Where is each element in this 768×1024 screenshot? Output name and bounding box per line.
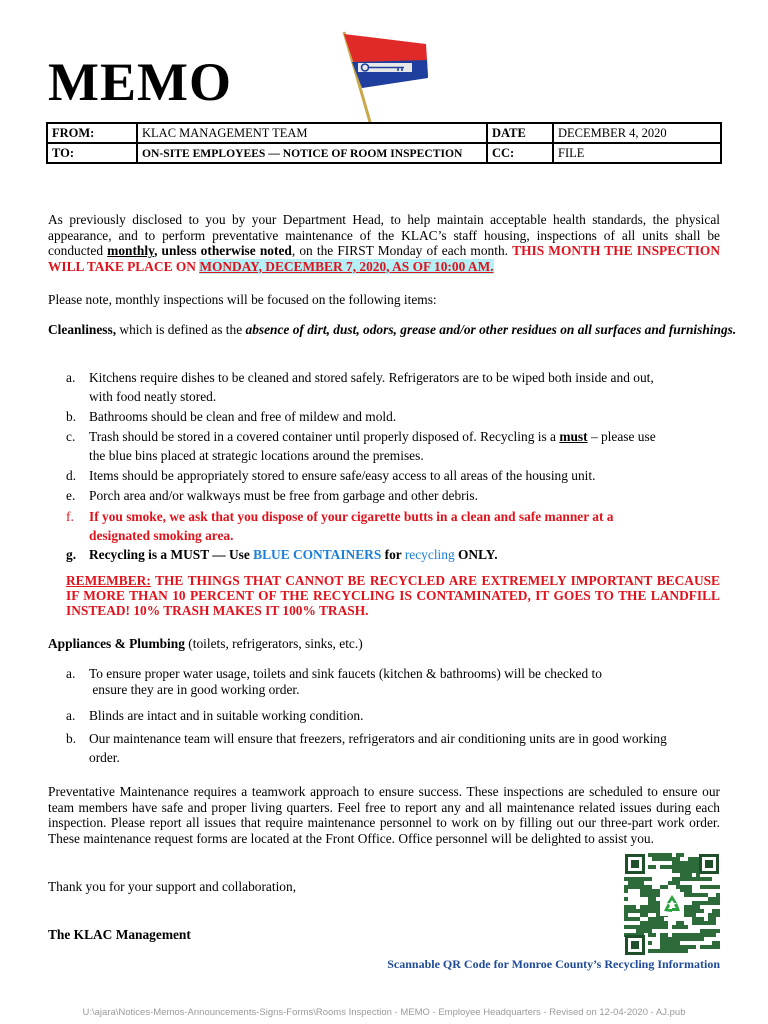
list-marker: b. [66, 731, 77, 746]
list-marker: a. [66, 666, 76, 681]
appliances-label: Appliances & Plumbing [48, 636, 185, 651]
thanks-line: Thank you for your support and collaboration, [48, 879, 297, 894]
list-text: Blinds are intact and in suitable working condition. [89, 708, 364, 723]
list-marker: d. [66, 468, 77, 483]
list-marker: c. [66, 429, 76, 444]
list-marker: f. [66, 509, 74, 524]
list-text: Trash should be stored in a covered container until properly disposed of. Recycling is a must – please use the blue bins placed at strategic locations around the premises. [89, 429, 656, 463]
intro-unless: , unless otherwise noted [154, 243, 292, 258]
date-value: DECEMBER 4, 2020 [553, 123, 721, 143]
list-text: Kitchens require dishes to be cleaned and stored safely. Refrigerators are to be wiped both inside and out, with food neatly stored. [89, 370, 654, 404]
intro-monthly: monthly [107, 243, 155, 258]
memo-title: MEMO [48, 52, 232, 112]
from-value: KLAC MANAGEMENT TEAM [137, 123, 487, 143]
appliances-text: (toilets, refrigerators, sinks, etc.) [184, 636, 363, 651]
list-marker: g. [66, 547, 77, 562]
from-label: FROM: [47, 123, 137, 143]
list-marker: e. [66, 488, 76, 503]
list-text: To ensure proper water usage, toilets and sink faucets (kitchen & bathrooms) will be checked to ensure they are in good working order. [89, 666, 602, 697]
intro-text-1: As previously disclosed to you by your Department Head, to help maintain acceptable health standards, the physical appearance, and to perform preventative maintenance of the KLAC’s staff housing, inspections of all units shall be conducted [48, 212, 720, 258]
list-marker: a. [66, 370, 76, 385]
remember-label: REMEMBER: [66, 573, 151, 588]
closing-paragraph: Preventative Maintenance requires a teamwork approach to ensure success. These inspections are scheduled to ensure our team members have safe and proper living quarters. Feel free to report any and all maintenance related issues during each inspection. Please report all issues that require maintenance personnel to work on by filling out our three-part work order. These maintenance request forms are located at the Front Office. Office personnel will be delighted to assist you. [48, 784, 720, 846]
memo-header-table [46, 122, 722, 164]
flag-icon [338, 26, 434, 126]
list-text: Items should be appropriately stored to ensure safe/easy access to all areas of the housing unit. [89, 468, 596, 483]
remember-text: THE THINGS THAT CANNOT BE RECYCLED ARE EXTREMELY IMPORTANT BECAUSE IF MORE THAN 10 PERCENT OF THE RECYCLING IS CONTAMINATED, IT GOES TO THE LANDFILL INSTEAD! 10% TRASH MAKES IT 100% TRASH. [66, 573, 720, 618]
to-value: ON-SITE EMPLOYEES — NOTICE OF ROOM INSPECTION [137, 143, 487, 163]
cc-label: CC: [487, 143, 553, 163]
cc-value: FILE [553, 143, 721, 163]
remember-warning [66, 573, 720, 618]
list-text: Bathrooms should be clean and free of mildew and mold. [89, 409, 397, 424]
cleanliness-text: which is defined as the [116, 322, 246, 337]
blue-containers-text: BLUE CONTAINERS [253, 547, 382, 562]
list-text: Recycling is a MUST — Use BLUE CONTAINERS for recycling ONLY. [89, 547, 498, 562]
signature: The KLAC Management [48, 927, 191, 942]
intro-paragraph [48, 212, 720, 274]
cleanliness-heading [48, 322, 740, 338]
list-text: Our maintenance team will ensure that freezers, refrigerators and air conditioning units are in good working order. [89, 731, 667, 765]
to-label: TO: [47, 143, 137, 163]
list-marker: a. [66, 708, 76, 723]
recycling-text: recycling [404, 547, 455, 562]
list-text: If you smoke, we ask that you dispose of your cigarette butts in a clean and safe manner at a designated smoking area. [89, 509, 614, 543]
appliances-heading [48, 636, 720, 652]
list-text: Porch area and/or walkways must be free from garbage and other debris. [89, 488, 478, 503]
recycling-qr-code-icon [624, 853, 720, 956]
focus-note: Please note, monthly inspections will be focused on the following items: [48, 292, 437, 307]
intro-red-notice: THIS MONTH THE INSPECTION WILL TAKE PLACE ON [48, 243, 721, 274]
qr-caption: Scannable QR Code for Monroe County’s Recycling Information [387, 957, 720, 971]
cleanliness-label: Cleanliness, [48, 322, 117, 337]
intro-text-2: , on the FIRST Monday of each month. [291, 243, 513, 258]
cleanliness-definition: absence of dirt, dust, odors, grease and/or other residues on all surfaces and furnishings. [245, 322, 737, 337]
intro-red-date: MONDAY, DECEMBER 7, 2020, AS OF 10:00 AM. [199, 258, 494, 274]
footer-file-path: U:\ajara\Notices-Memos-Announcements-Signs-Forms\Rooms Inspection - MEMO - Employee Headquarters - Revised on 12-04-2020 - AJ.pub [82, 1007, 686, 1018]
list-marker: b. [66, 409, 77, 424]
date-label: DATE [487, 123, 553, 143]
